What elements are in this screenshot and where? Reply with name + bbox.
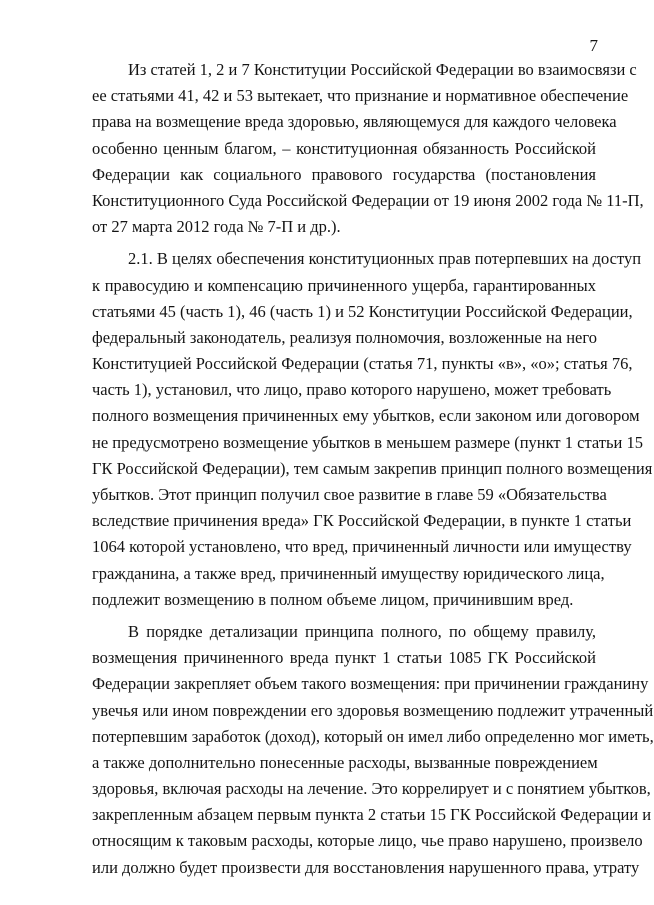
- text-line: 2.1. В целях обеспечения конституционных прав потерпевших на доступ: [128, 249, 642, 269]
- text-line: права на возмещение вреда здоровью, являющемуся для каждого человека: [92, 112, 617, 132]
- paragraph: [92, 246, 653, 613]
- text-line: Из статей 1, 2 и 7 Конституции Российской Федерации во взаимосвязи с: [128, 60, 637, 79]
- text-line: 1064 которой установлено, что вред, причиненный личности или имуществу: [92, 537, 632, 557]
- text-line: подлежит возмещению в полном объеме лицом, причинившим вред.: [92, 589, 574, 609]
- text-line: ее статьями 41, 42 и 53 вытекает, что признание и нормативное обеспечение: [92, 86, 629, 106]
- text-line: Федерации как социального правового государства (постановления: [92, 164, 596, 184]
- text-line: возмещения причиненного вреда пункт 1 статьи 1085 ГК Российской: [92, 648, 596, 668]
- text-line: Конституционного Суда Российской Федерации от 19 июня 2002 года № 11-П,: [92, 190, 644, 210]
- text-line: Конституцией Российской Федерации (статья 71, пункты «в», «о»; статья 76,: [92, 354, 633, 374]
- text-line: статьями 45 (часть 1), 46 (часть 1) и 52 Конституции Российской Федерации,: [92, 301, 633, 321]
- text-line: убытков. Этот принцип получил свое развитие в главе 59 «Обязательства: [92, 485, 607, 504]
- paragraph: [92, 619, 654, 881]
- text-line: к правосудию и компенсацию причиненного ущерба, гарантированных: [92, 275, 596, 295]
- text-line: увечья или ином повреждении его здоровья возмещению подлежит утраченный: [92, 700, 654, 720]
- text-line: полного возмещения причиненных ему убытков, если законом или договором: [92, 406, 640, 426]
- text-line: или должно будет произвести для восстановления нарушенного права, утрату: [92, 857, 640, 877]
- text-line: федеральный законодатель, реализуя полномочия, возложенные на него: [92, 327, 597, 347]
- text-line: закрепленным абзацем первым пункта 2 статьи 15 ГК Российской Федерации и: [92, 805, 652, 825]
- text-line: Федерации закрепляет объем такого возмещения: при причинении гражданину: [92, 674, 649, 694]
- text-line: относящим к таковым расходы, которые лицо, чье право нарушено, произвело: [92, 831, 643, 851]
- text-line: здоровья, включая расходы на лечение. Это коррелирует и с понятием убытков,: [92, 779, 651, 799]
- text-line: вследствие причинения вреда» ГК Российской Федерации, в пункте 1 статьи: [92, 511, 632, 531]
- text-line: особенно ценным благом, – конституционная обязанность Российской: [92, 138, 596, 158]
- text-line: ГК Российской Федерации), тем самым закрепив принцип полного возмещения: [92, 458, 653, 478]
- document-body: [92, 57, 654, 881]
- text-line: а также дополнительно понесенные расходы, вызванные повреждением: [92, 752, 598, 772]
- page-number: 7: [589, 36, 598, 55]
- paragraph: [92, 57, 644, 240]
- text-line: не предусмотрено возмещение убытков в меньшем размере (пункт 1 статьи 15: [92, 432, 643, 452]
- text-line: В порядке детализации принципа полного, по общему правилу,: [128, 621, 596, 641]
- text-line: от 27 марта 2012 года № 7-П и др.).: [92, 217, 341, 237]
- text-line: потерпевшим заработок (доход), который он имел либо определенно мог иметь,: [92, 726, 654, 746]
- text-line: часть 1), установил, что лицо, право которого нарушено, может требовать: [92, 380, 612, 400]
- text-line: гражданина, а также вред, причиненный имуществу юридического лица,: [92, 563, 605, 583]
